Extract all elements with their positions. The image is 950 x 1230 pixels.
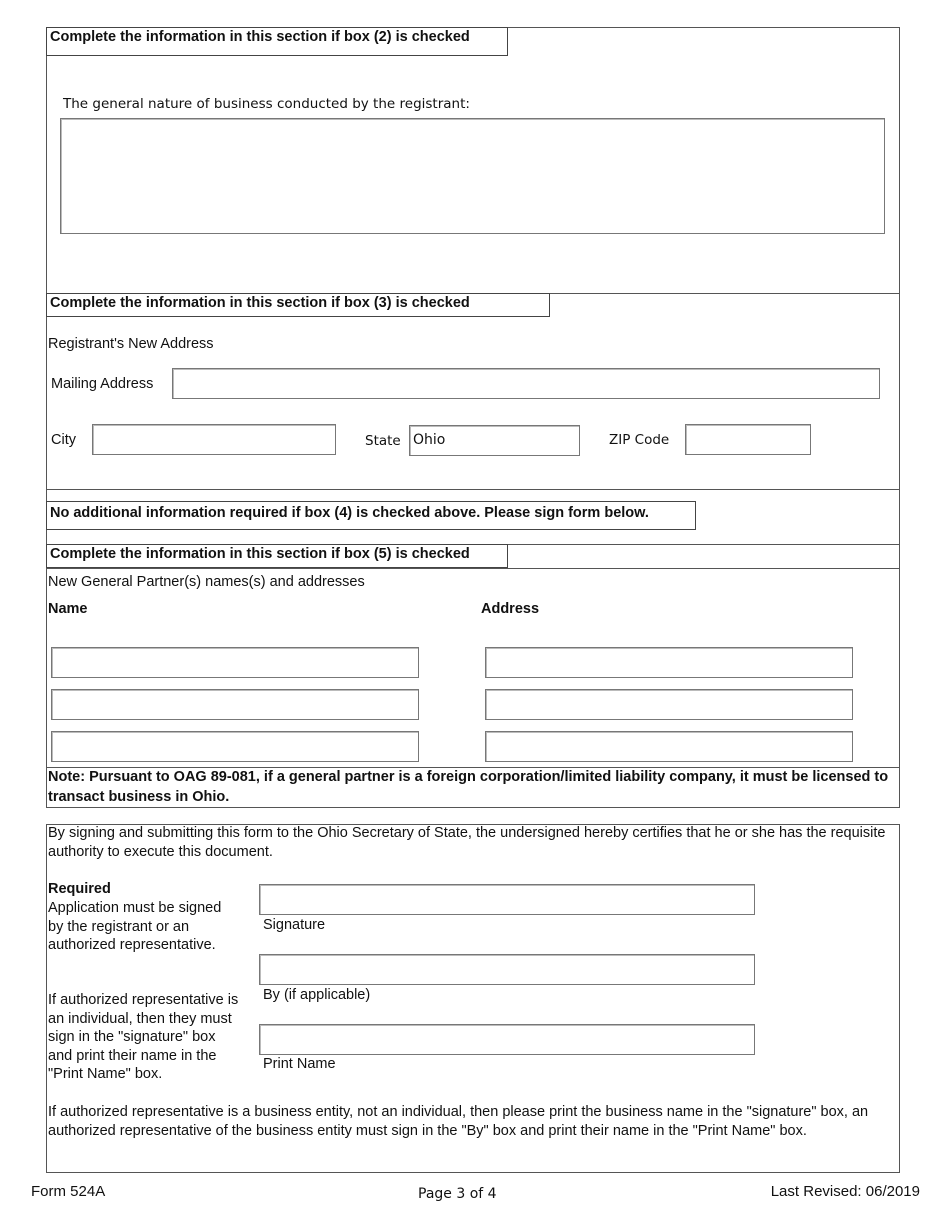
section4-header-text: No additional information required if box (4) is checked above. Please sign form below. xyxy=(50,505,649,521)
mailing-address-input[interactable] xyxy=(172,368,880,399)
name-column-header: Name xyxy=(48,601,88,617)
last-revised: Last Revised: 06/2019 xyxy=(770,1183,920,1200)
new-address-label: Registrant's New Address xyxy=(48,336,214,352)
section3-header-text: Complete the information in this section if box (3) is checked xyxy=(50,295,470,311)
certification-text: By signing and submitting this form to the Ohio Secretary of State, the undersigned hereby certifies that he or she has the requisite authority to execute this document. xyxy=(48,825,886,860)
section2-header-text: Complete the information in this section if box (2) is checked xyxy=(50,29,470,45)
partner-name-input-1[interactable] xyxy=(51,647,419,678)
state-value: Ohio xyxy=(413,432,446,448)
partner-name-input-3[interactable] xyxy=(51,731,419,762)
individual-instructions: If authorized representative is an individual, then they must sign in the "signature" box and print their name in the "Print Name" box. xyxy=(48,992,239,1082)
business-entity-instructions: If authorized representative is a business entity, not an individual, then please print the business name in the "signature" box, an authorized representative of the business entity must sign in the "By" box and print their name in the "Print Name" box. xyxy=(48,1104,869,1139)
form-number: Form 524A xyxy=(31,1183,106,1200)
nature-of-business-label: The general nature of business conducted by the registrant: xyxy=(63,96,470,112)
section4-divider xyxy=(46,489,900,490)
section4-header xyxy=(46,501,696,530)
foreign-corporation-note: Note: Pursuant to OAG 89-081, if a general partner is a foreign corporation/limited liability company, it must be licensed to transact business in Ohio. xyxy=(48,769,889,805)
section3-header xyxy=(46,293,550,317)
signature-input[interactable] xyxy=(259,884,755,915)
city-input[interactable] xyxy=(92,424,336,455)
mailing-address-label: Mailing Address xyxy=(51,376,154,392)
partner-address-input-1[interactable] xyxy=(485,647,853,678)
required-title: Required xyxy=(48,881,111,897)
state-label: State xyxy=(365,433,401,449)
partners-label: New General Partner(s) names(s) and addresses xyxy=(48,574,365,590)
state-input[interactable] xyxy=(409,425,580,456)
section2-header xyxy=(46,27,508,56)
city-label: City xyxy=(51,432,76,448)
print-name-label: Print Name xyxy=(263,1056,336,1072)
zip-code-label: ZIP Code xyxy=(609,432,670,448)
partner-address-input-2[interactable] xyxy=(485,689,853,720)
zip-code-input[interactable] xyxy=(685,424,811,455)
section5-header-text: Complete the information in this section if box (5) is checked xyxy=(50,546,470,562)
by-input[interactable] xyxy=(259,954,755,985)
partner-name-input-2[interactable] xyxy=(51,689,419,720)
page-number: Page 3 of 4 xyxy=(418,1186,497,1202)
partner-address-input-3[interactable] xyxy=(485,731,853,762)
print-name-input[interactable] xyxy=(259,1024,755,1055)
signature-label: Signature xyxy=(263,917,326,933)
address-column-header: Address xyxy=(481,601,540,617)
section5-divider xyxy=(46,568,900,569)
nature-of-business-field[interactable] xyxy=(60,118,885,234)
required-instructions: Application must be signed by the registrant or an authorized representative. xyxy=(48,900,222,953)
section5-header xyxy=(46,544,508,568)
by-label: By (if applicable) xyxy=(263,987,371,1003)
